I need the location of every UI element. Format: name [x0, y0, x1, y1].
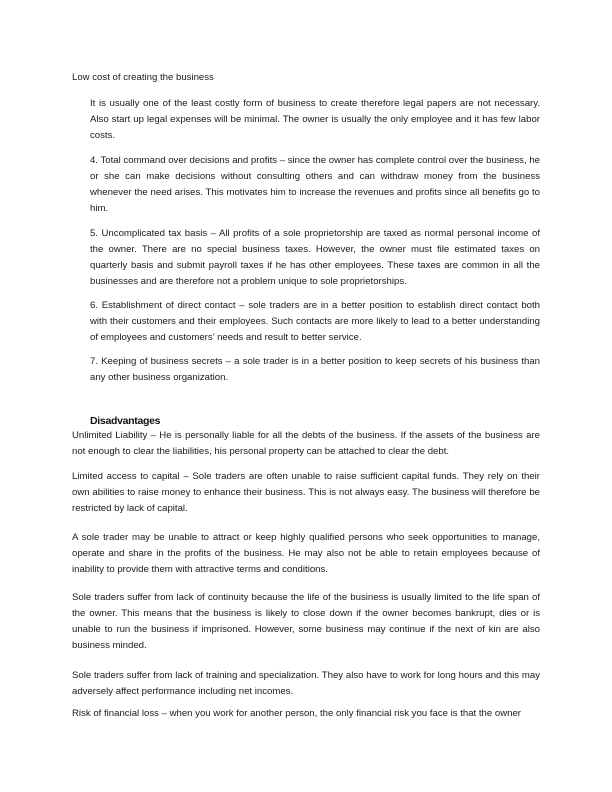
advantage-paragraph: It is usually one of the least costly form of business to create therefore legal papers are not necessary. Also start up legal expenses will be minimal. The owner is usually the only employee and it has few labor costs.: [90, 98, 540, 141]
disadvantage-paragraph: Limited access to capital – Sole traders are often unable to raise sufficient capital funds. They rely on their own abilities to raise money to enhance their business. This is not always easy. The business will therefore be restricted by lack of capital.: [72, 471, 540, 514]
disadvantage-paragraph: Sole traders suffer from lack of continuity because the life of the business is usually limited to the life span of the owner. This means that the business is likely to close down if the owner becomes bankrupt, dies or is unable to run the business if imprisoned. However, some business may continue if the next of kin are also business minded.: [72, 592, 540, 651]
advantage-paragraph: 4. Total command over decisions and profits – since the owner has complete control over the business, he or she can make decisions without consulting others and can withdraw money from the business whenever the need arises. This motivates him to increase the revenues and profits since all benefits go to him.: [90, 155, 540, 214]
advantage-paragraph: 5. Uncomplicated tax basis – All profits of a sole proprietorship are taxed as normal personal income of the owner. There are no special business taxes. However, the owner must file estimated taxes on quarterly basis and submit payroll taxes if he has other employees. These taxes are common in all the businesses and are therefore not a problem unique to sole proprietorships.: [90, 228, 540, 287]
intro-heading: Low cost of creating the business: [72, 72, 214, 83]
disadvantage-paragraph: Risk of financial loss – when you work for another person, the only financial risk you face is that the owner: [72, 708, 522, 719]
disadvantages-heading: Disadvantages: [90, 415, 161, 427]
advantage-paragraph: 6. Establishment of direct contact – sole traders are in a better position to establish direct contact both with their customers and their employees. Such contacts are more likely to lead to a better understanding of employees and customers’ needs and result to better service.: [90, 300, 540, 343]
disadvantage-paragraph: Sole traders suffer from lack of training and specialization. They also have to work for long hours and this may adversely affect performance including net incomes.: [72, 670, 540, 697]
advantage-paragraph: 7. Keeping of business secrets – a sole trader is in a better position to keep secrets of his business than any other business organization.: [90, 356, 540, 383]
disadvantage-paragraph: A sole trader may be unable to attract or keep highly qualified persons who seek opportunities to manage, operate and share in the profits of the business. He may also not be able to retain employees because of inability to provide them with attractive terms and conditions.: [72, 532, 540, 575]
disadvantage-paragraph: Unlimited Liability – He is personally liable for all the debts of the business. If the assets of the business are not enough to clear the liabilities, his personal property can be attached to clear the debt.: [72, 430, 540, 457]
